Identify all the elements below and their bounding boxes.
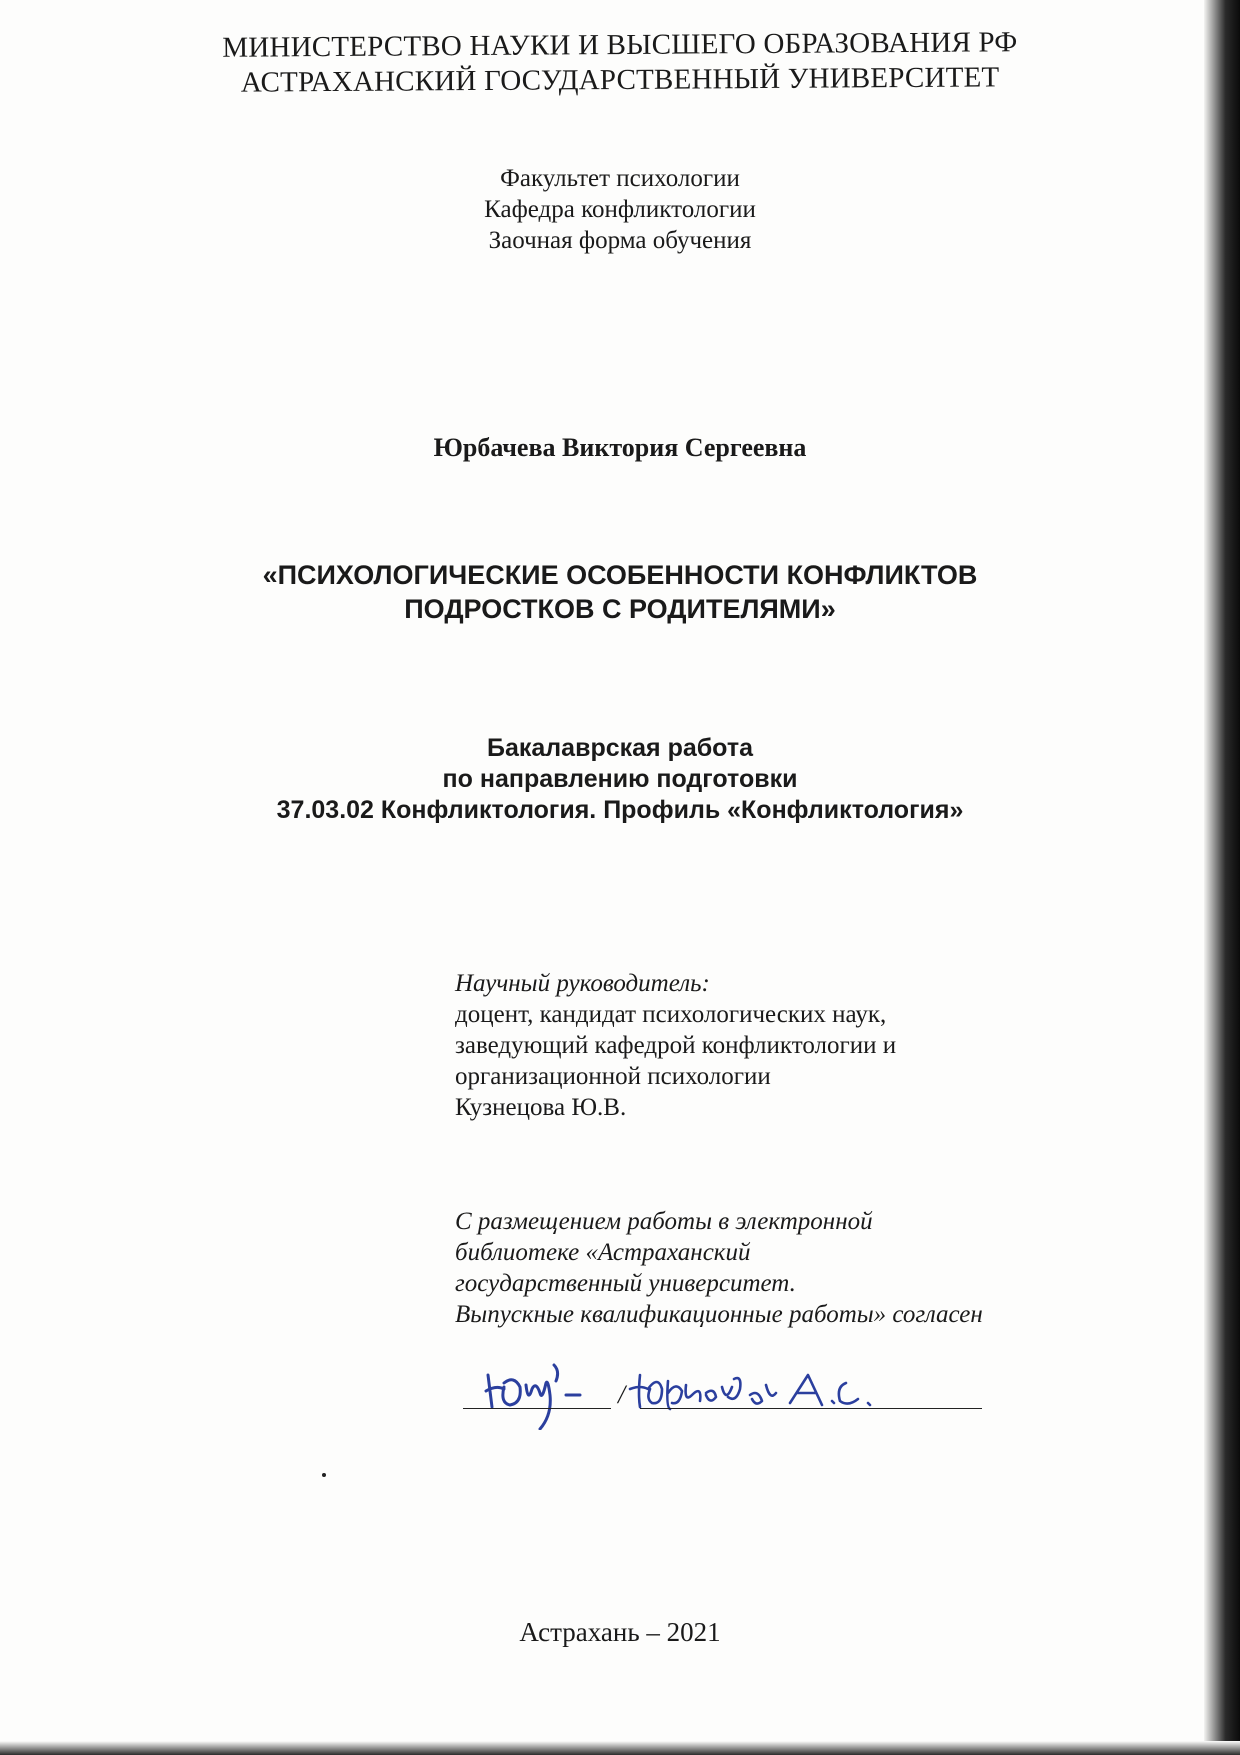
author-name: Юрбачева Виктория Сергеевна	[433, 433, 807, 462]
consent-line2: библиотеке «Астраханский	[455, 1239, 751, 1266]
thesis-title-line2: ПОДРОСТКОВ С РОДИТЕЛЯМИ»	[404, 594, 836, 624]
consent-line1: С размещением работы в электронной	[455, 1208, 873, 1235]
work-info	[0, 733, 1240, 826]
faculty-name: Факультет психологии	[500, 165, 740, 192]
supervisor-title-line2: заведующий кафедрой конфликтологии и	[455, 1032, 897, 1059]
supervisor-title-line1: доцент, кандидат психологических наук,	[455, 1001, 887, 1028]
ministry-header	[0, 24, 1240, 103]
study-form: Заочная форма обучения	[488, 227, 752, 254]
supervisor-name: Кузнецова Ю.В.	[455, 1094, 627, 1121]
scan-edge-shadow	[1204, 0, 1240, 1755]
scan-bottom-shadow	[0, 1741, 1240, 1755]
city-year: Астрахань – 2021	[519, 1617, 721, 1647]
thesis-title-line1: «ПСИХОЛОГИЧЕСКИЕ ОСОБЕННОСТИ КОНФЛИКТОВ	[262, 560, 978, 590]
faculty-block	[0, 163, 1240, 256]
work-type: Бакалаврская работа	[487, 734, 753, 762]
direction: 37.03.02 Конфликтология. Профиль «Конфликтология»	[276, 796, 964, 824]
ministry-name: МИНИСТЕРСТВО НАУКИ И ВЫСШЕГО ОБРАЗОВАНИЯ РФ	[222, 26, 1018, 64]
signature-line	[463, 1408, 611, 1409]
signature-separator: /	[618, 1380, 626, 1409]
supervisor-block	[455, 968, 1155, 1123]
consent-line4: Выпускные квалификационные работы» согласен	[455, 1301, 983, 1328]
direction-label: по направлению подготовки	[442, 765, 798, 793]
supervisor-title-line3: организационной психологии	[455, 1063, 771, 1090]
scan-speck	[322, 1473, 326, 1477]
supervisor-label: Научный руководитель:	[455, 970, 710, 997]
handwritten-signature	[470, 1345, 940, 1430]
consent-block	[455, 1206, 1155, 1330]
department-name: Кафедра конфликтологии	[484, 196, 756, 223]
thesis-title	[0, 558, 1240, 626]
university-name: АСТРАХАНСКИЙ ГОСУДАРСТВЕННЫЙ УНИВЕРСИТЕТ	[240, 61, 1000, 99]
consent-line3: государственный университет.	[455, 1270, 796, 1297]
signature-name-line	[640, 1408, 982, 1409]
